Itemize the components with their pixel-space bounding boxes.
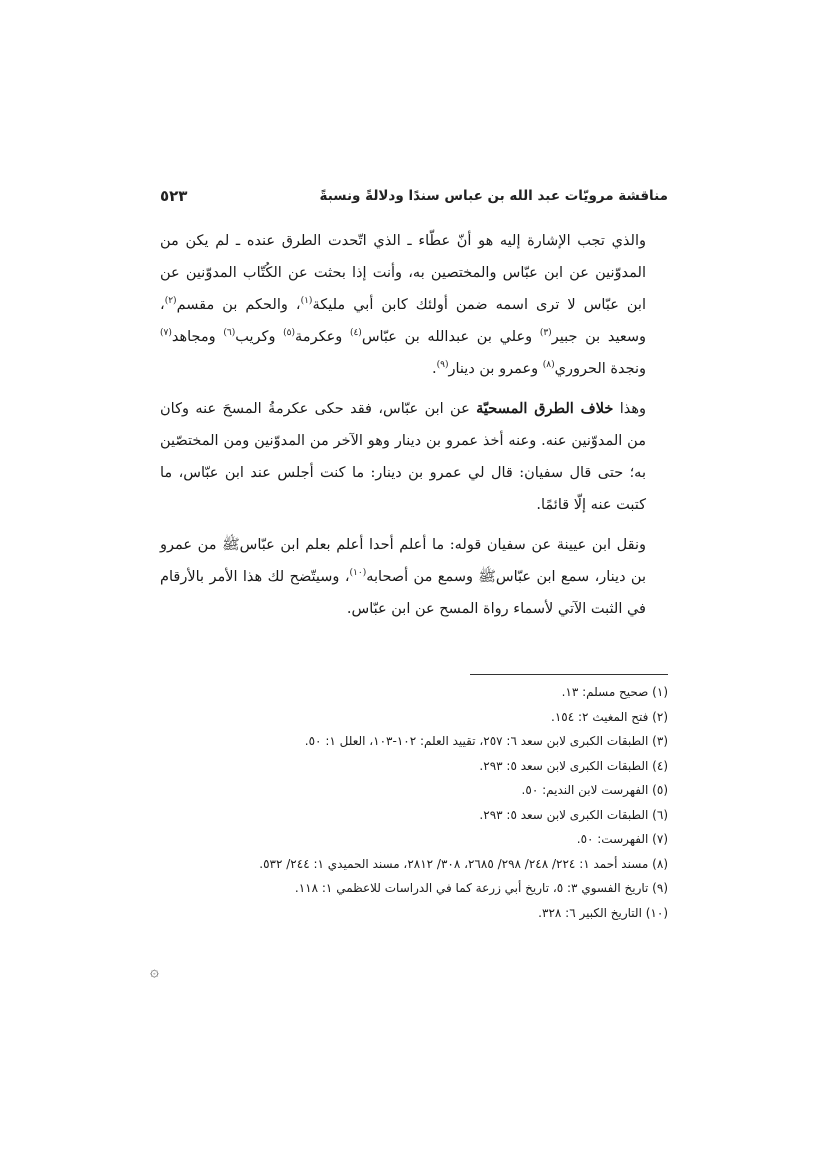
footnote-item: (٨) مسند أحمد ١: ٢٢٤/ ٢٤٨/ ٢٩٨/ ٢٦٨٥، ٣٠٨/ ٢٨١٢، مسند الحميدي ١: ٢٤٤/ ٥٣٢.: [259, 856, 668, 871]
page-header: [160, 183, 668, 209]
footnote-reference: (٥): [283, 328, 296, 339]
footnote-item: (٦) الطبقات الكبرى لابن سعد ٥: ٢٩٣.: [479, 807, 668, 822]
paragraph-text: ، وسعيد بن جبير: [160, 297, 647, 345]
footnote-item: (٧) الفهرست: ٥٠.: [576, 832, 668, 846]
footnote-item: (٩) تاريخ الفسوي ٣: ٥، تاريخ أبي زرعة كما في الدراسات للاعظمي ١: ١١٨.: [294, 881, 668, 895]
paragraph-text: ونجدة الحروري: [554, 361, 646, 377]
paragraph-text: ونقل ابن عيينة عن سفيان قوله: ما أعلم أحدا أعلم بعلم ابن عبّاس: [239, 537, 646, 553]
footnote-item: (٥) الفهرست لابن النديم: ٥٠.: [521, 783, 668, 797]
emphasized-text: خلاف الطرق المسحيّة: [476, 400, 614, 417]
footnote-item: (٢) فتح المغيث ٢: ١٥٤.: [551, 709, 668, 724]
footnote-reference: (٩): [436, 360, 449, 371]
footnote-reference: (١٠): [349, 568, 367, 579]
paragraph-text: وعلي بن عبدالله بن عبّاس: [361, 329, 540, 345]
paragraph-text: ﷺ: [222, 537, 240, 553]
body-paragraph: [160, 225, 668, 385]
paragraph-text: من عمرو بن دينار، سمع ابن عبّاس: [160, 537, 647, 585]
footnote-item: (١) صحيح مسلم: ١٣.: [561, 685, 668, 699]
footnote-reference: (١): [300, 296, 313, 307]
body-paragraph: [160, 393, 668, 521]
paragraph-text: ، وسيتّضح لك هذا الأمر بالأرقام في الثبت الآتي لأسماء رواة المسح عن ابن عبّاس.: [160, 569, 646, 617]
paragraph-text: ومجاهد: [171, 329, 224, 345]
footnote-item: (٣) الطبقات الكبرى لابن سعد ٦: ٢٥٧، تقييد العلم: ١٠٢-١٠٣، العلل ١: ٥٠.: [304, 734, 668, 748]
footnote-divider: [470, 674, 668, 675]
body-text: [160, 225, 668, 633]
paragraph-text: عن ابن عبّاس، فقد حكى عكرمةُ المسحَ عنه وكان من المدوّنين عنه. وعنه أخذ عمرو بن دينار وهو الآخر من المدوّنين ومن المختصّين به؛ حتى قال سفيان: قال لي عمرو بن دينار: ما كنت أجلس عند ابن عبّاس، ما كتبت عنه إلّا قائمًا.: [160, 401, 646, 513]
paragraph-text: ﷺ: [478, 569, 496, 585]
paragraph-text: .: [432, 361, 437, 377]
paragraph-text: ، والحكم بن مقسم: [176, 297, 301, 313]
footnote-reference: (٧): [160, 328, 172, 339]
paragraph-text: وعكرمة: [295, 329, 350, 345]
running-title: مناقشة مرويّات عبد الله بن عباس سندًا ودلالةً ونسبةً: [319, 188, 668, 204]
paragraph-text: وعمرو بن دينار: [448, 361, 543, 377]
footnotes: [140, 680, 668, 925]
footnote-item: (٤) الطبقات الكبرى لابن سعد ٥: ٢٩٣.: [479, 758, 668, 773]
footnote-reference: (٣): [539, 328, 552, 339]
footnote-reference: (٤): [349, 328, 362, 339]
paragraph-text: وسمع من أصحابه: [366, 569, 479, 585]
footnote-reference: (٢): [164, 296, 177, 307]
paragraph-text: وهذا: [613, 401, 646, 417]
footnote-reference: (٨): [542, 360, 555, 371]
page-number: ٥٢٣: [160, 187, 188, 205]
page-ornament: ۞: [150, 962, 159, 980]
paragraph-text: والذي تجب الإشارة إليه هو أنّ عطّاء ـ الذي اتّحدت الطرق عنده ـ لم يكن من المدوّنين عن ابن عبّاس والمختصين به، وأنت إذا بحثت عن الكُتّاب المدوّنين عن ابن عبّاس لا ترى اسمه ضمن أولئك كابن أبي مليكة: [160, 233, 646, 313]
body-paragraph: [160, 529, 668, 625]
footnote-item: (١٠) التاريخ الكبير ٦: ٣٢٨.: [538, 905, 668, 920]
paragraph-text: وكريب: [235, 329, 284, 345]
footnote-reference: (٦): [223, 328, 236, 339]
